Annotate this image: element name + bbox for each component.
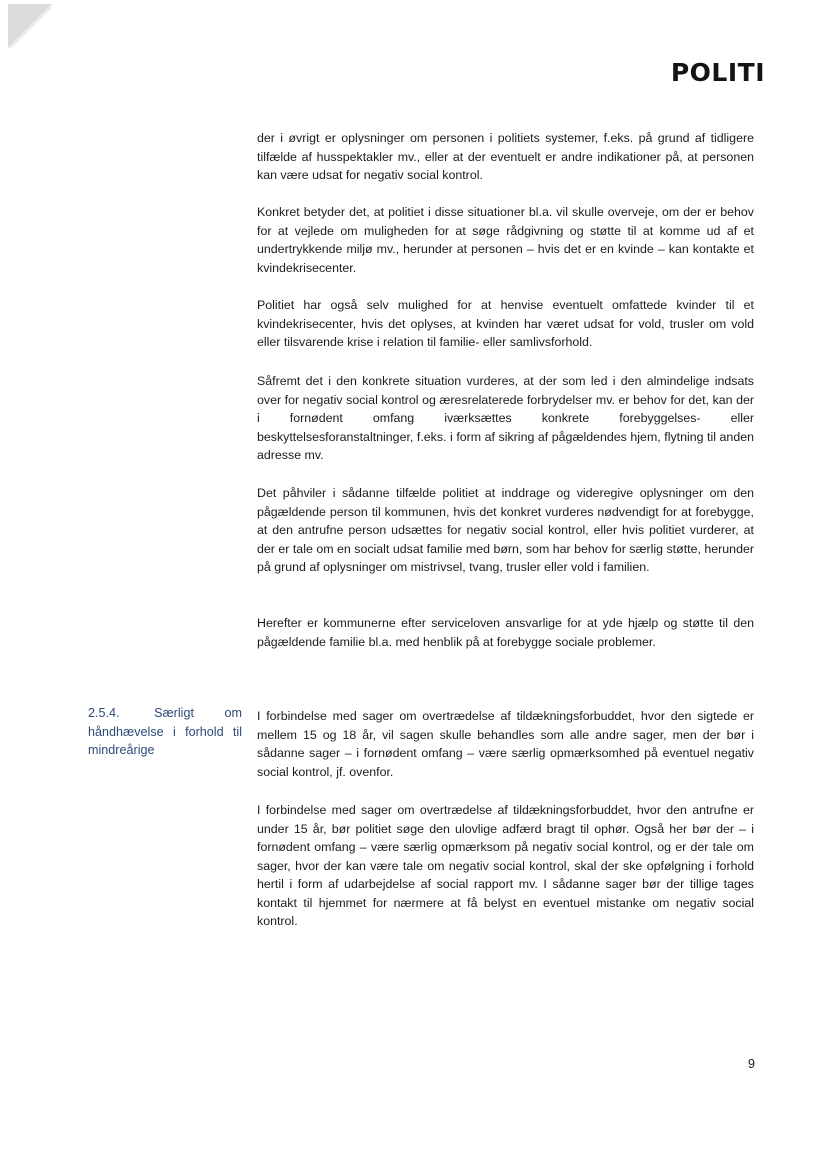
paragraph-7: I forbindelse med sager om overtrædelse af tildækningsforbuddet, hvor den sigtede er mellem 15 og 18 år, vil sagen skulle behandles som alle andre sager, men der bør i sådanne sager – i fornødent omfang – være særlig opmærksomhed på eventuel negativ social kontrol, jf. ovenfor. bbox=[257, 709, 754, 779]
page-number: 9 bbox=[748, 1057, 756, 1071]
section-heading bbox=[88, 704, 242, 760]
paragraph-2: Konkret betyder det, at politiet i disse situationer bl.a. vil skulle overveje, om der er behov for at vejlede om muligheden for at søge rådgivning og støtte til at komme ud af et undertrykkende miljø mv., herunder at personen – hvis det er en kvinde – kan kontakte et kvindekrisecenter. bbox=[257, 205, 754, 275]
section-title: Særligt om håndhævelse i forhold til mindreårige bbox=[88, 706, 242, 757]
paragraph-5: Det påhviler i sådanne tilfælde politiet at inddrage og videregive oplysninger om den pågældende person til kommunen, hvis det konkret vurderes nødvendigt for at forebygge, at den antrufne person udsættes for negativ social kontrol, eller hvis politiet vurderer, at der er tale om en socialt udsat familie med børn, som har behov for særlig støtte, herunder på grund af oplysninger om mistrivsel, tvang, trusler eller vold i familien. bbox=[257, 486, 754, 574]
paragraph-3: Politiet har også selv mulighed for at henvise eventuelt omfattede kvinder til et kvindekrisecenter, hvis det oplyses, at kvinden har været udsat for vold, trusler om vold eller tilsvarende krise i relation til familie- eller samlivsforhold. bbox=[257, 298, 754, 349]
paragraph-4: Såfremt det i den konkrete situation vurderes, at der som led i den almindelige indsats over for negativ social kontrol og æresrelaterede forbrydelser mv. er behov for det, kan der i fornødent omfang iværksættes konkrete forebyggelses- eller beskyttelsesforanstaltninger, f.eks. i form af sikring af pågældendes hjem, flytning til anden adresse mv. bbox=[257, 374, 754, 462]
politi-logo: POLITI bbox=[670, 58, 765, 87]
paragraph-8: I forbindelse med sager om overtrædelse af tildækningsforbuddet, hvor den antrufne er under 15 år, bør politiet søge den ulovlige adfærd bragt til ophør. Også her bør der – i fornødent omfang – være særlig opmærksom på negativ social kontrol, og er der tale om sager, hvor der kan være tale om negativ social kontrol, skal der ske opfølgning i forhold hertil i form af udarbejdelse af social rapport mv. I sådanne sager bør der tillige tages kontakt til hjemmet for nærmere at få belyst en eventuel mistanke om negativ social kontrol. bbox=[257, 803, 754, 928]
paragraph-6: Herefter er kommunerne efter serviceloven ansvarlige for at yde hjælp og støtte til den pågældende familie bl.a. med henblik på at forebygge sociale problemer. bbox=[257, 616, 754, 649]
paragraph-1: der i øvrigt er oplysninger om personen i politiets systemer, f.eks. på grund af tidligere tilfælde af husspektakler mv., eller at der eventuelt er andre indikationer på, at personen kan være udsat for negativ social kontrol. bbox=[257, 131, 754, 182]
section-number: 2.5.4. bbox=[88, 706, 120, 720]
page-corner-fold bbox=[0, 0, 60, 60]
